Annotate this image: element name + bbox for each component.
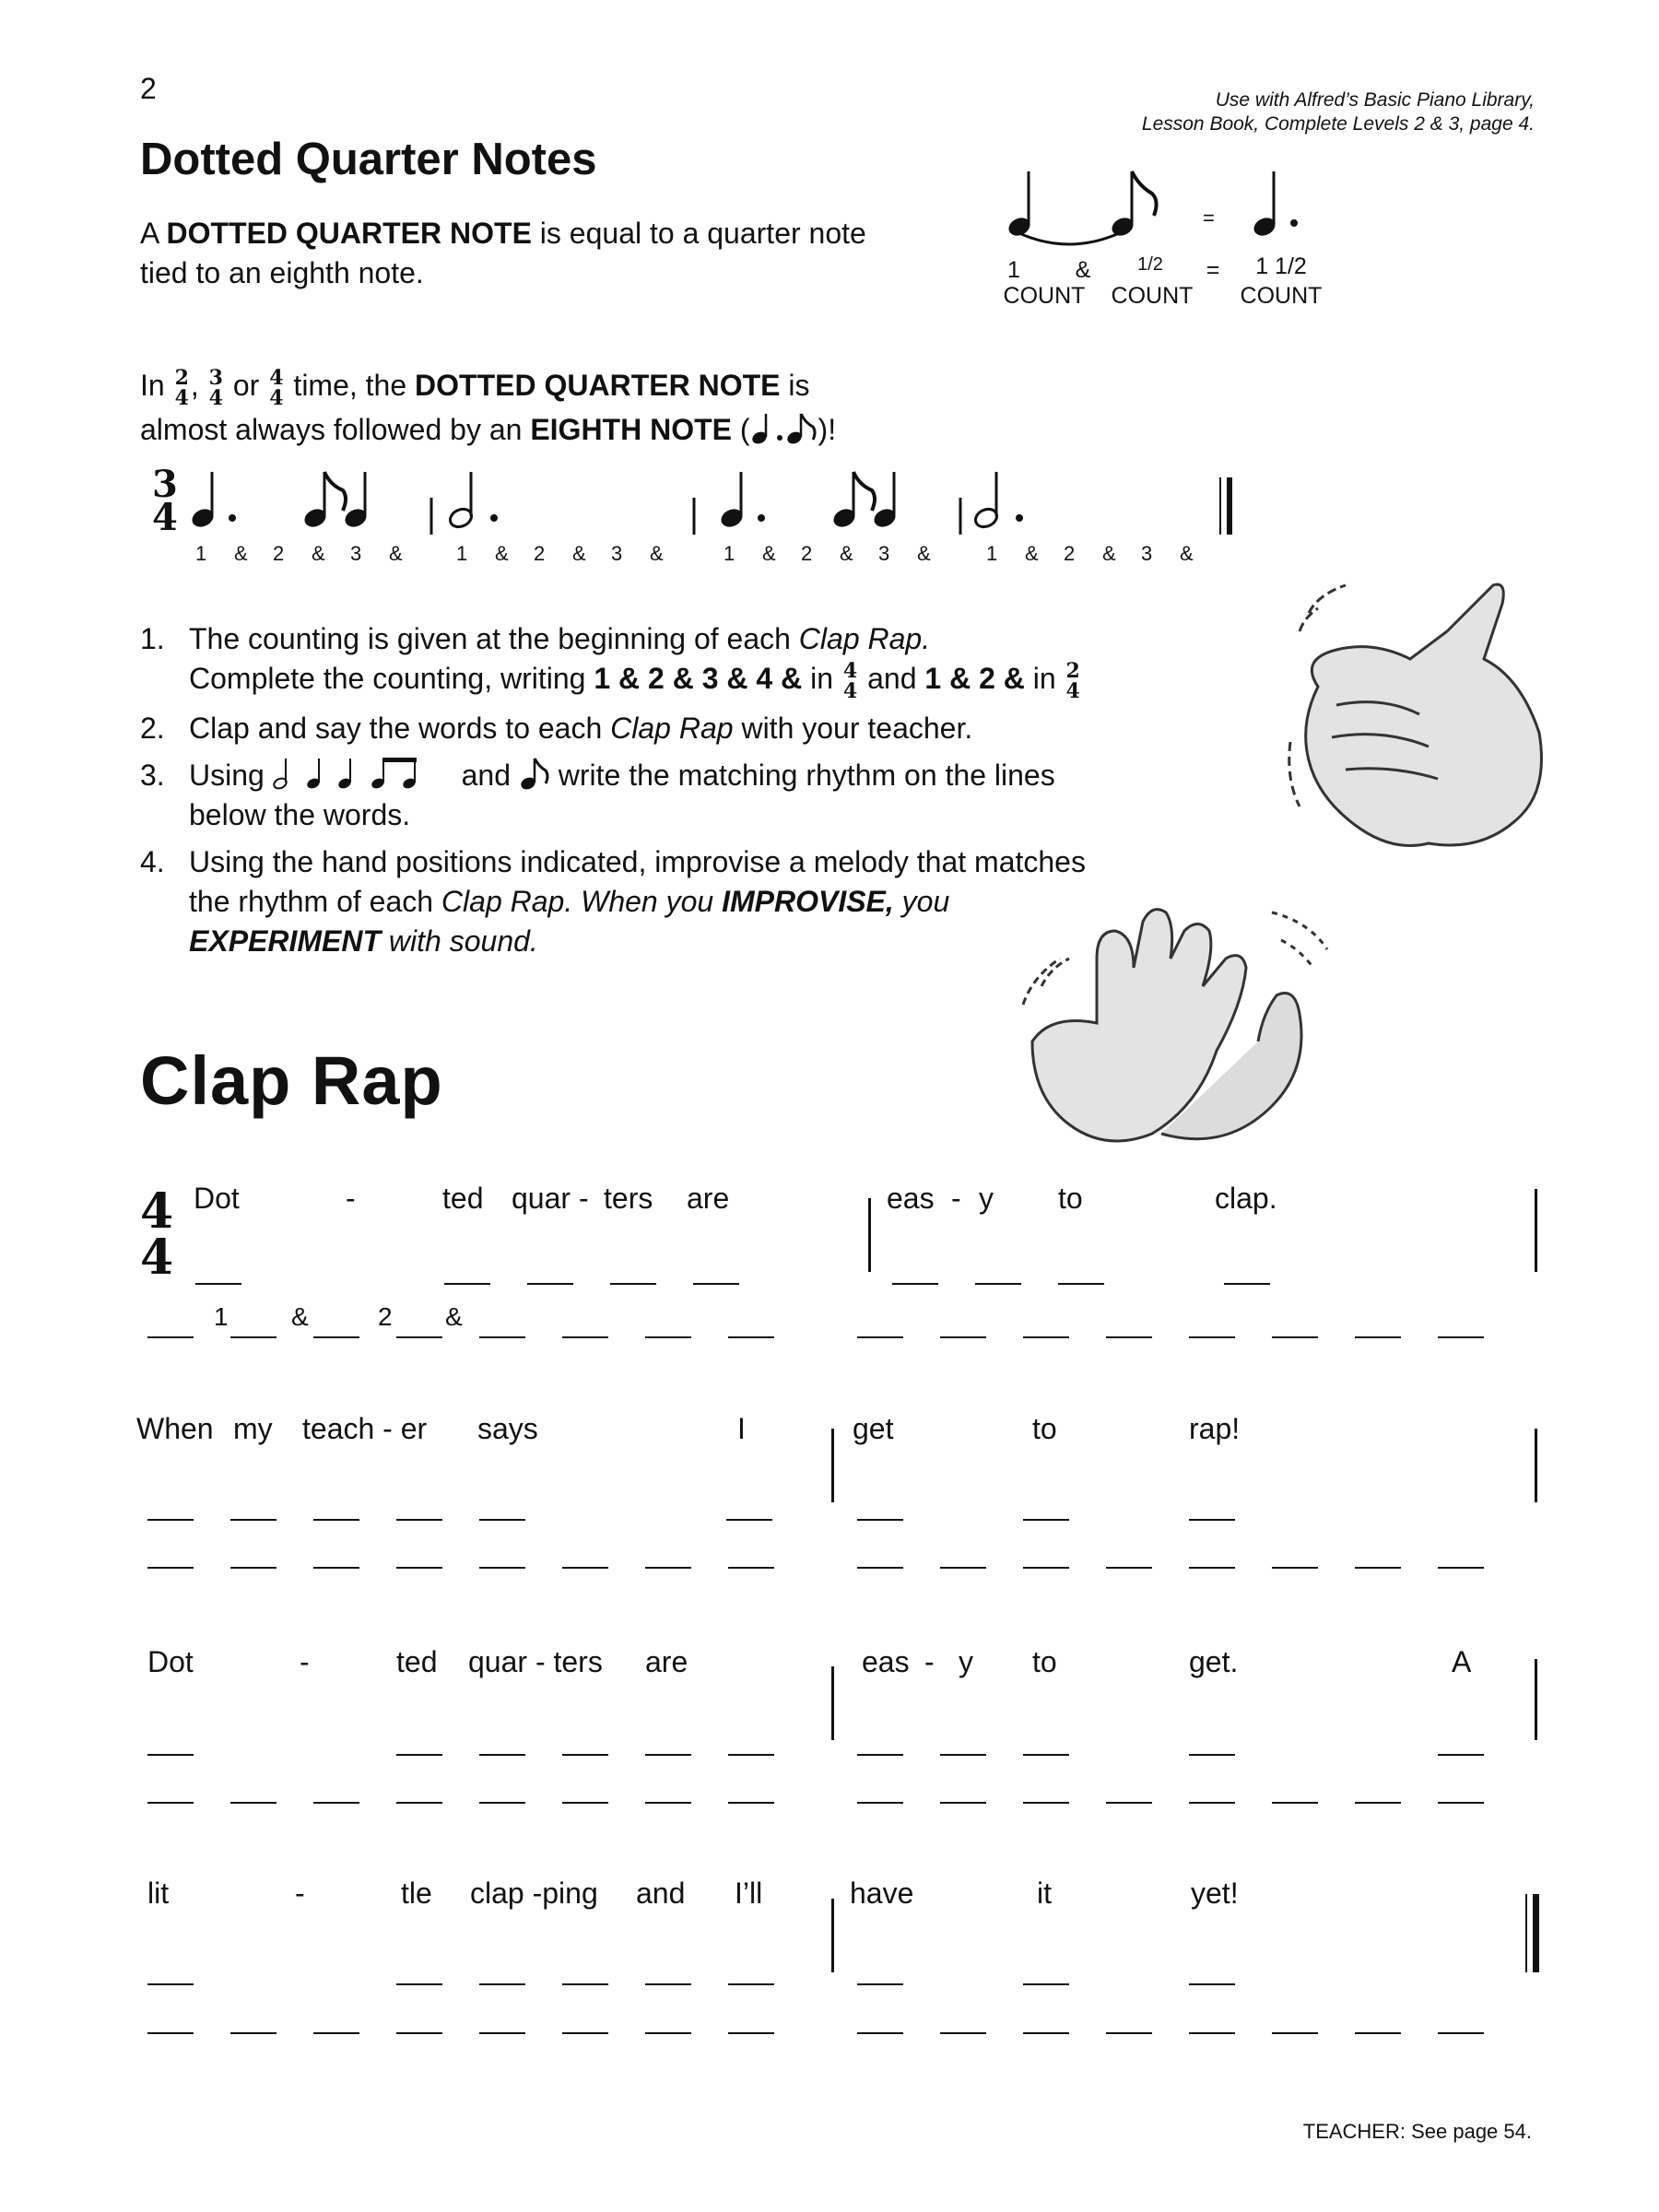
rap-word: to	[1058, 1182, 1083, 1215]
bar-line-end	[1535, 1189, 1537, 1272]
rhythm-answer-blank[interactable]	[396, 1754, 442, 1756]
rhythm-answer-blank[interactable]	[728, 1983, 774, 1985]
rap-word: ted	[396, 1645, 438, 1678]
rap-word: to	[1032, 1645, 1057, 1678]
rhythm-answer-blank[interactable]	[1224, 1283, 1270, 1285]
counting-answer-blank[interactable]	[479, 1336, 525, 1338]
counting-answer-blank[interactable]	[1272, 2032, 1318, 2034]
rhythm-answer-blank[interactable]	[975, 1283, 1021, 1285]
counting-answer-blank[interactable]	[940, 1802, 986, 1804]
example-count-3-1: &	[1025, 542, 1039, 565]
rap-word: -	[300, 1645, 310, 1678]
eq-label-one-half: 1 1/2	[1255, 253, 1307, 279]
rap-word: have	[850, 1877, 914, 1910]
rhythm-symbols-icon	[273, 756, 453, 791]
rap-word: to	[1032, 1412, 1057, 1445]
counting-answer-blank[interactable]	[1023, 2032, 1069, 2034]
rap-word: get.	[1189, 1645, 1239, 1678]
example-count-1-1: &	[495, 542, 509, 565]
counting-answer-blank[interactable]	[1189, 1567, 1235, 1569]
rap-word: ters	[604, 1182, 653, 1215]
definition-part: is equal to a quarter note	[531, 217, 866, 250]
rap-word: -	[346, 1182, 356, 1215]
counting-answer-blank[interactable]	[147, 1802, 194, 1804]
counting-answer-blank[interactable]	[1189, 2032, 1235, 2034]
rule-part: ,	[190, 369, 207, 402]
rhythm-answer-blank[interactable]	[1023, 1754, 1069, 1756]
clap-rap-time-signature-4-4: 4 4	[140, 1183, 174, 1286]
rhythm-answer-blank[interactable]	[147, 1519, 194, 1521]
counting-answer-blank[interactable]	[1106, 2032, 1152, 2034]
eighth-note-icon	[519, 756, 550, 791]
example-count-3-5: &	[1180, 542, 1194, 565]
example-count-3-0: 1	[986, 542, 998, 565]
eq-label-half: 1/2	[1137, 254, 1163, 275]
rap-word: clap -ping	[470, 1877, 598, 1910]
rhythm-answer-blank[interactable]	[857, 1983, 903, 1985]
counting-answer-blank[interactable]	[396, 1567, 442, 1569]
rule-part: In	[140, 369, 173, 402]
counting-answer-blank[interactable]	[1023, 1336, 1069, 1338]
page-number: 2	[140, 72, 157, 105]
counting-answer-blank[interactable]	[1189, 1336, 1235, 1338]
counting-answer-blank[interactable]	[1438, 1802, 1484, 1804]
rule-part: or	[224, 369, 268, 402]
rap-word: rap!	[1189, 1412, 1241, 1445]
eq-label-1: 1	[1007, 257, 1020, 283]
counting-answer-blank[interactable]	[1355, 1567, 1401, 1569]
rap-word: teach - er	[302, 1412, 428, 1445]
counting-answer-blank[interactable]	[313, 1567, 359, 1569]
instruction-3: 3. Using and write the matching rhythm on the lines below the words.	[140, 756, 1182, 835]
bar-line	[831, 1899, 834, 1972]
definition-part: A	[140, 217, 167, 250]
rap-word: and	[636, 1877, 686, 1910]
time-signature-3-4: 3 4	[208, 366, 223, 410]
counting-answer-blank[interactable]	[728, 1567, 774, 1569]
rap-word: get	[853, 1412, 894, 1445]
counting-answer-blank[interactable]	[1106, 1567, 1152, 1569]
measure-1-notes	[189, 472, 369, 530]
rhythm-answer-blank[interactable]	[1058, 1283, 1104, 1285]
rap-word: quar -	[512, 1182, 589, 1215]
rap-word: lit	[147, 1877, 170, 1910]
instruction-2: 2. Clap and say the words to each Clap Rap with your teacher.	[140, 712, 973, 745]
example-count-3-4: 3	[1141, 542, 1153, 565]
rhythm-answer-blank[interactable]	[857, 1754, 903, 1756]
example-count-2-4: 3	[878, 542, 890, 565]
eq-count-1: COUNT	[1003, 283, 1086, 309]
rhythm-answer-blank[interactable]	[230, 1519, 276, 1521]
rhythm-answer-blank[interactable]	[562, 1983, 608, 1985]
rap-word: it	[1037, 1877, 1052, 1910]
example-count-1-4: 3	[611, 542, 623, 565]
given-count: &	[445, 1302, 463, 1331]
rhythm-answer-blank[interactable]	[313, 1519, 359, 1521]
counting-answer-blank[interactable]	[562, 2032, 608, 2034]
counting-answer-blank[interactable]	[1355, 1802, 1401, 1804]
example-count-0-2: 2	[273, 542, 285, 565]
dotted-quarter-eighth-icon	[750, 412, 818, 445]
example-count-2-0: 1	[724, 542, 735, 565]
given-count: &	[291, 1302, 309, 1331]
counting-answer-blank[interactable]	[1438, 1567, 1484, 1569]
instruction-4: 4. Using the hand positions indicated, improvise a melody that matches the rhythm of each Clap Rap. When you IMPROVISE, you EXPERIMENT with sound.	[140, 845, 1086, 958]
counting-answer-blank[interactable]	[313, 2032, 359, 2034]
counting-answer-blank[interactable]	[857, 1336, 903, 1338]
counting-answer-blank[interactable]	[645, 1802, 691, 1804]
rhythm-answer-blank[interactable]	[1189, 1519, 1235, 1521]
rhythm-example-notes	[184, 461, 1244, 544]
rap-word: y	[979, 1182, 994, 1215]
rhythm-answer-blank[interactable]	[1438, 1754, 1484, 1756]
counting-answer-blank[interactable]	[479, 1802, 525, 1804]
time-signature-2-4: 2 4	[174, 366, 189, 410]
rule-part: time, the	[285, 369, 416, 402]
counting-answer-blank[interactable]	[230, 1567, 276, 1569]
eq-count-3: COUNT	[1240, 283, 1323, 309]
rhythm-answer-blank[interactable]	[1023, 1519, 1069, 1521]
rap-word: I’ll	[735, 1877, 763, 1910]
time-rule-text	[140, 364, 1062, 451]
rhythm-answer-blank[interactable]	[479, 1983, 525, 1985]
rhythm-answer-blank[interactable]	[396, 1983, 442, 1985]
counting-answer-blank[interactable]	[230, 1802, 276, 1804]
example-count-1-0: 1	[456, 542, 468, 565]
counting-answer-blank[interactable]	[396, 2032, 442, 2034]
counting-answer-blank[interactable]	[1438, 1336, 1484, 1338]
given-count: 1	[214, 1302, 229, 1331]
rap-word: clap.	[1215, 1182, 1277, 1215]
rap-word: A	[1452, 1645, 1472, 1678]
rule-part: almost always followed by an	[140, 413, 531, 446]
rhythm-answer-blank[interactable]	[147, 1983, 194, 1985]
counting-answer-blank[interactable]	[1106, 1336, 1152, 1338]
rap-word: y	[959, 1645, 973, 1678]
counting-answer-blank[interactable]	[1355, 2032, 1401, 2034]
bar-line	[831, 1429, 834, 1502]
counting-answer-blank[interactable]	[1438, 2032, 1484, 2034]
final-bar-thin	[1525, 1894, 1527, 1972]
rhythm-answer-blank[interactable]	[728, 1754, 774, 1756]
counting-answer-blank[interactable]	[940, 2032, 986, 2034]
eq-count-2: COUNT	[1111, 283, 1194, 309]
rap-word: says	[477, 1412, 538, 1445]
rule-part: )!	[818, 413, 837, 446]
rap-word: eas	[862, 1645, 910, 1678]
bar-line-end	[1535, 1429, 1537, 1502]
counting-answer-blank[interactable]	[313, 1802, 359, 1804]
rhythm-answer-blank[interactable]	[726, 1519, 772, 1521]
instruction-1: 1. The counting is given at the beginning of each Clap Rap. Complete the counting, writing 1 & 2 & 3 & 4 & in 4 4 and 1 & 2 & in 2 4	[140, 622, 1080, 703]
final-bar-thick	[1533, 1894, 1539, 1972]
rap-word: Dot	[147, 1645, 194, 1678]
counting-answer-blank[interactable]	[1355, 1336, 1401, 1338]
rhythm-answer-blank[interactable]	[857, 1519, 903, 1521]
rhythm-answer-blank[interactable]	[1189, 1754, 1235, 1756]
rhythm-answer-blank[interactable]	[562, 1754, 608, 1756]
counting-answer-blank[interactable]	[728, 2032, 774, 2034]
teacher-note: TEACHER: See page 54.	[1302, 2120, 1532, 2143]
rhythm-answer-blank[interactable]	[479, 1754, 525, 1756]
rule-term: EIGHTH NOTE	[530, 413, 732, 446]
example-count-2-5: &	[917, 542, 931, 565]
rhythm-answer-blank[interactable]	[1023, 1983, 1069, 1985]
rap-word: -	[924, 1645, 935, 1678]
instructions-list	[140, 619, 1182, 969]
rap-word: -	[295, 1877, 305, 1910]
counting-answer-blank[interactable]	[147, 2032, 194, 2034]
rap-word: Dot	[194, 1182, 240, 1215]
rap-word: ted	[442, 1182, 484, 1215]
counting-answer-blank[interactable]	[147, 1567, 194, 1569]
rhythm-answer-blank[interactable]	[1189, 1983, 1235, 1985]
definition-part: tied to an eighth note.	[140, 256, 424, 289]
rap-word: I	[737, 1412, 746, 1445]
time-signature-4-4-inline: 4 4	[842, 659, 858, 703]
counting-answer-blank[interactable]	[396, 1336, 442, 1338]
counting-answer-blank[interactable]	[1272, 1567, 1318, 1569]
counting-answer-blank[interactable]	[396, 1802, 442, 1804]
counting-answer-blank[interactable]	[147, 1336, 194, 1338]
reference-line-2: Lesson Book, Complete Levels 2 & 3, page 4.	[1141, 113, 1535, 135]
rap-word: tle	[401, 1877, 432, 1910]
definition-term: DOTTED QUARTER NOTE	[166, 217, 532, 250]
counting-answer-blank[interactable]	[1272, 1336, 1318, 1338]
counting-answer-blank[interactable]	[230, 2032, 276, 2034]
rap-word: quar - ters	[468, 1645, 603, 1678]
rap-word: are	[645, 1645, 688, 1678]
eq-label-equals: =	[1206, 257, 1220, 283]
counting-answer-blank[interactable]	[479, 2032, 525, 2034]
rhythm-answer-blank[interactable]	[645, 1983, 691, 1985]
bar-line	[831, 1666, 834, 1740]
time-signature-2-4-inline: 2 4	[1065, 659, 1080, 703]
example-count-0-4: 3	[350, 542, 362, 565]
rhythm-answer-blank[interactable]	[396, 1519, 442, 1521]
example-count-2-2: 2	[801, 542, 813, 565]
counting-answer-blank[interactable]	[940, 1336, 986, 1338]
rap-word: yet!	[1191, 1877, 1239, 1910]
rhythm-answer-blank[interactable]	[479, 1519, 525, 1521]
rhythm-answer-blank[interactable]	[940, 1754, 986, 1756]
dotted-quarter-equation-notes	[995, 166, 1327, 249]
counting-answer-blank[interactable]	[857, 1567, 903, 1569]
example-count-0-3: &	[312, 542, 325, 565]
rap-word: are	[687, 1182, 730, 1215]
rule-part: is	[780, 369, 810, 402]
example-count-2-3: &	[840, 542, 853, 565]
example-count-1-5: &	[650, 542, 664, 565]
bar-line-end	[1535, 1659, 1537, 1740]
rap-word: -	[951, 1182, 961, 1215]
counting-answer-blank[interactable]	[1023, 1567, 1069, 1569]
counting-answer-blank[interactable]	[1272, 1802, 1318, 1804]
rap-word: eas	[887, 1182, 935, 1215]
clap-rap-title: Clap Rap	[140, 1042, 443, 1119]
definition-text	[140, 214, 933, 293]
counting-answer-blank[interactable]	[728, 1336, 774, 1338]
counting-answer-blank[interactable]	[313, 1336, 359, 1338]
bar-line	[868, 1198, 871, 1272]
given-count: 2	[378, 1302, 393, 1331]
example-count-0-1: &	[234, 542, 248, 565]
rhythm-answer-blank[interactable]	[645, 1754, 691, 1756]
counting-answer-blank[interactable]	[645, 2032, 691, 2034]
reference-line-1: Use with Alfred’s Basic Piano Library,	[1215, 89, 1535, 111]
counting-answer-blank[interactable]	[857, 2032, 903, 2034]
rule-term: DOTTED QUARTER NOTE	[415, 369, 781, 402]
counting-answer-blank[interactable]	[230, 1336, 276, 1338]
counting-answer-blank[interactable]	[728, 1802, 774, 1804]
example-count-0-0: 1	[195, 542, 207, 565]
equation-equals: =	[1203, 206, 1215, 229]
rap-word: When	[136, 1412, 214, 1445]
counting-answer-blank[interactable]	[562, 1567, 608, 1569]
rhythm-answer-blank[interactable]	[527, 1283, 573, 1285]
counting-answer-blank[interactable]	[1023, 1802, 1069, 1804]
example-count-0-5: &	[389, 542, 403, 565]
counting-answer-blank[interactable]	[1106, 1802, 1152, 1804]
counting-answer-blank[interactable]	[857, 1802, 903, 1804]
page-title: Dotted Quarter Notes	[140, 135, 597, 184]
example-count-3-3: &	[1102, 542, 1116, 565]
rule-part: (	[731, 413, 750, 446]
example-count-1-3: &	[572, 542, 586, 565]
rhythm-answer-blank[interactable]	[147, 1754, 194, 1756]
rhythm-answer-blank[interactable]	[195, 1283, 241, 1285]
eq-label-and: &	[1075, 257, 1091, 283]
example-count-2-1: &	[762, 542, 776, 565]
rap-word: my	[233, 1412, 273, 1445]
example-count-1-2: 2	[534, 542, 546, 565]
clapping-hands-illustration-top	[1281, 576, 1558, 871]
counting-answer-blank[interactable]	[645, 1336, 691, 1338]
time-signature-4-4: 4 4	[269, 366, 284, 410]
counting-answer-blank[interactable]	[562, 1802, 608, 1804]
counting-answer-blank[interactable]	[1189, 1802, 1235, 1804]
rhythm-answer-blank[interactable]	[693, 1283, 739, 1285]
counting-answer-blank[interactable]	[940, 1567, 986, 1569]
rhythm-answer-blank[interactable]	[610, 1283, 656, 1285]
counting-answer-blank[interactable]	[645, 1567, 691, 1569]
example-count-3-2: 2	[1064, 542, 1076, 565]
book-reference	[1142, 88, 1535, 136]
rhythm-answer-blank[interactable]	[444, 1283, 490, 1285]
counting-answer-blank[interactable]	[562, 1336, 608, 1338]
rhythm-answer-blank[interactable]	[892, 1283, 938, 1285]
example-time-signature-3-4: 3 4	[152, 463, 178, 539]
counting-answer-blank[interactable]	[479, 1567, 525, 1569]
